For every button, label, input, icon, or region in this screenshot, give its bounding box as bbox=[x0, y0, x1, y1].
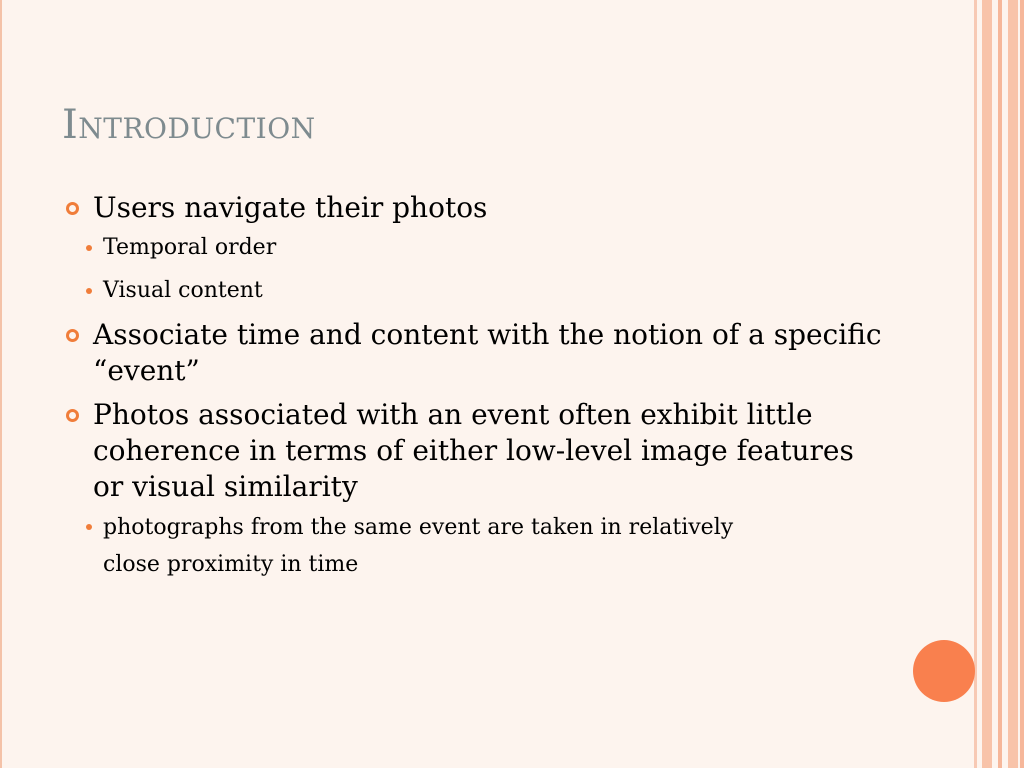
sub-bullet-item bbox=[62, 273, 892, 309]
bullet-text: Photos associated with an event often exhibit little coherence in terms of either low-level image features or visual similarity bbox=[93, 398, 854, 503]
bullet-text: Users navigate their photos bbox=[93, 191, 488, 224]
sub-bullet-item bbox=[62, 230, 892, 266]
sub-bullet-item bbox=[62, 509, 783, 583]
ring-bullet-icon bbox=[66, 409, 79, 422]
sub-bullet-text: Temporal order bbox=[103, 235, 277, 260]
dot-bullet-icon bbox=[86, 524, 92, 530]
bullet-item bbox=[62, 317, 892, 389]
sub-bullet-text: Visual content bbox=[103, 278, 263, 303]
dot-bullet-icon bbox=[86, 288, 92, 294]
sub-bullet-list bbox=[93, 230, 892, 309]
ring-bullet-icon bbox=[66, 202, 79, 215]
right-stripe-decoration bbox=[974, 0, 1024, 768]
slide-title: Introduction bbox=[62, 102, 316, 148]
left-border-decoration bbox=[0, 0, 2, 768]
dot-bullet-icon bbox=[86, 245, 92, 251]
sub-bullet-list bbox=[93, 509, 892, 583]
orange-circle-decoration bbox=[913, 640, 975, 702]
bullet-text: Associate time and content with the notion of a specific “event” bbox=[93, 318, 882, 387]
bullet-list bbox=[62, 190, 892, 593]
ring-bullet-icon bbox=[66, 329, 79, 342]
bullet-item bbox=[62, 190, 892, 309]
sub-bullet-text: photographs from the same event are taken in relatively close proximity in time bbox=[103, 515, 734, 577]
bullet-item bbox=[62, 397, 892, 583]
